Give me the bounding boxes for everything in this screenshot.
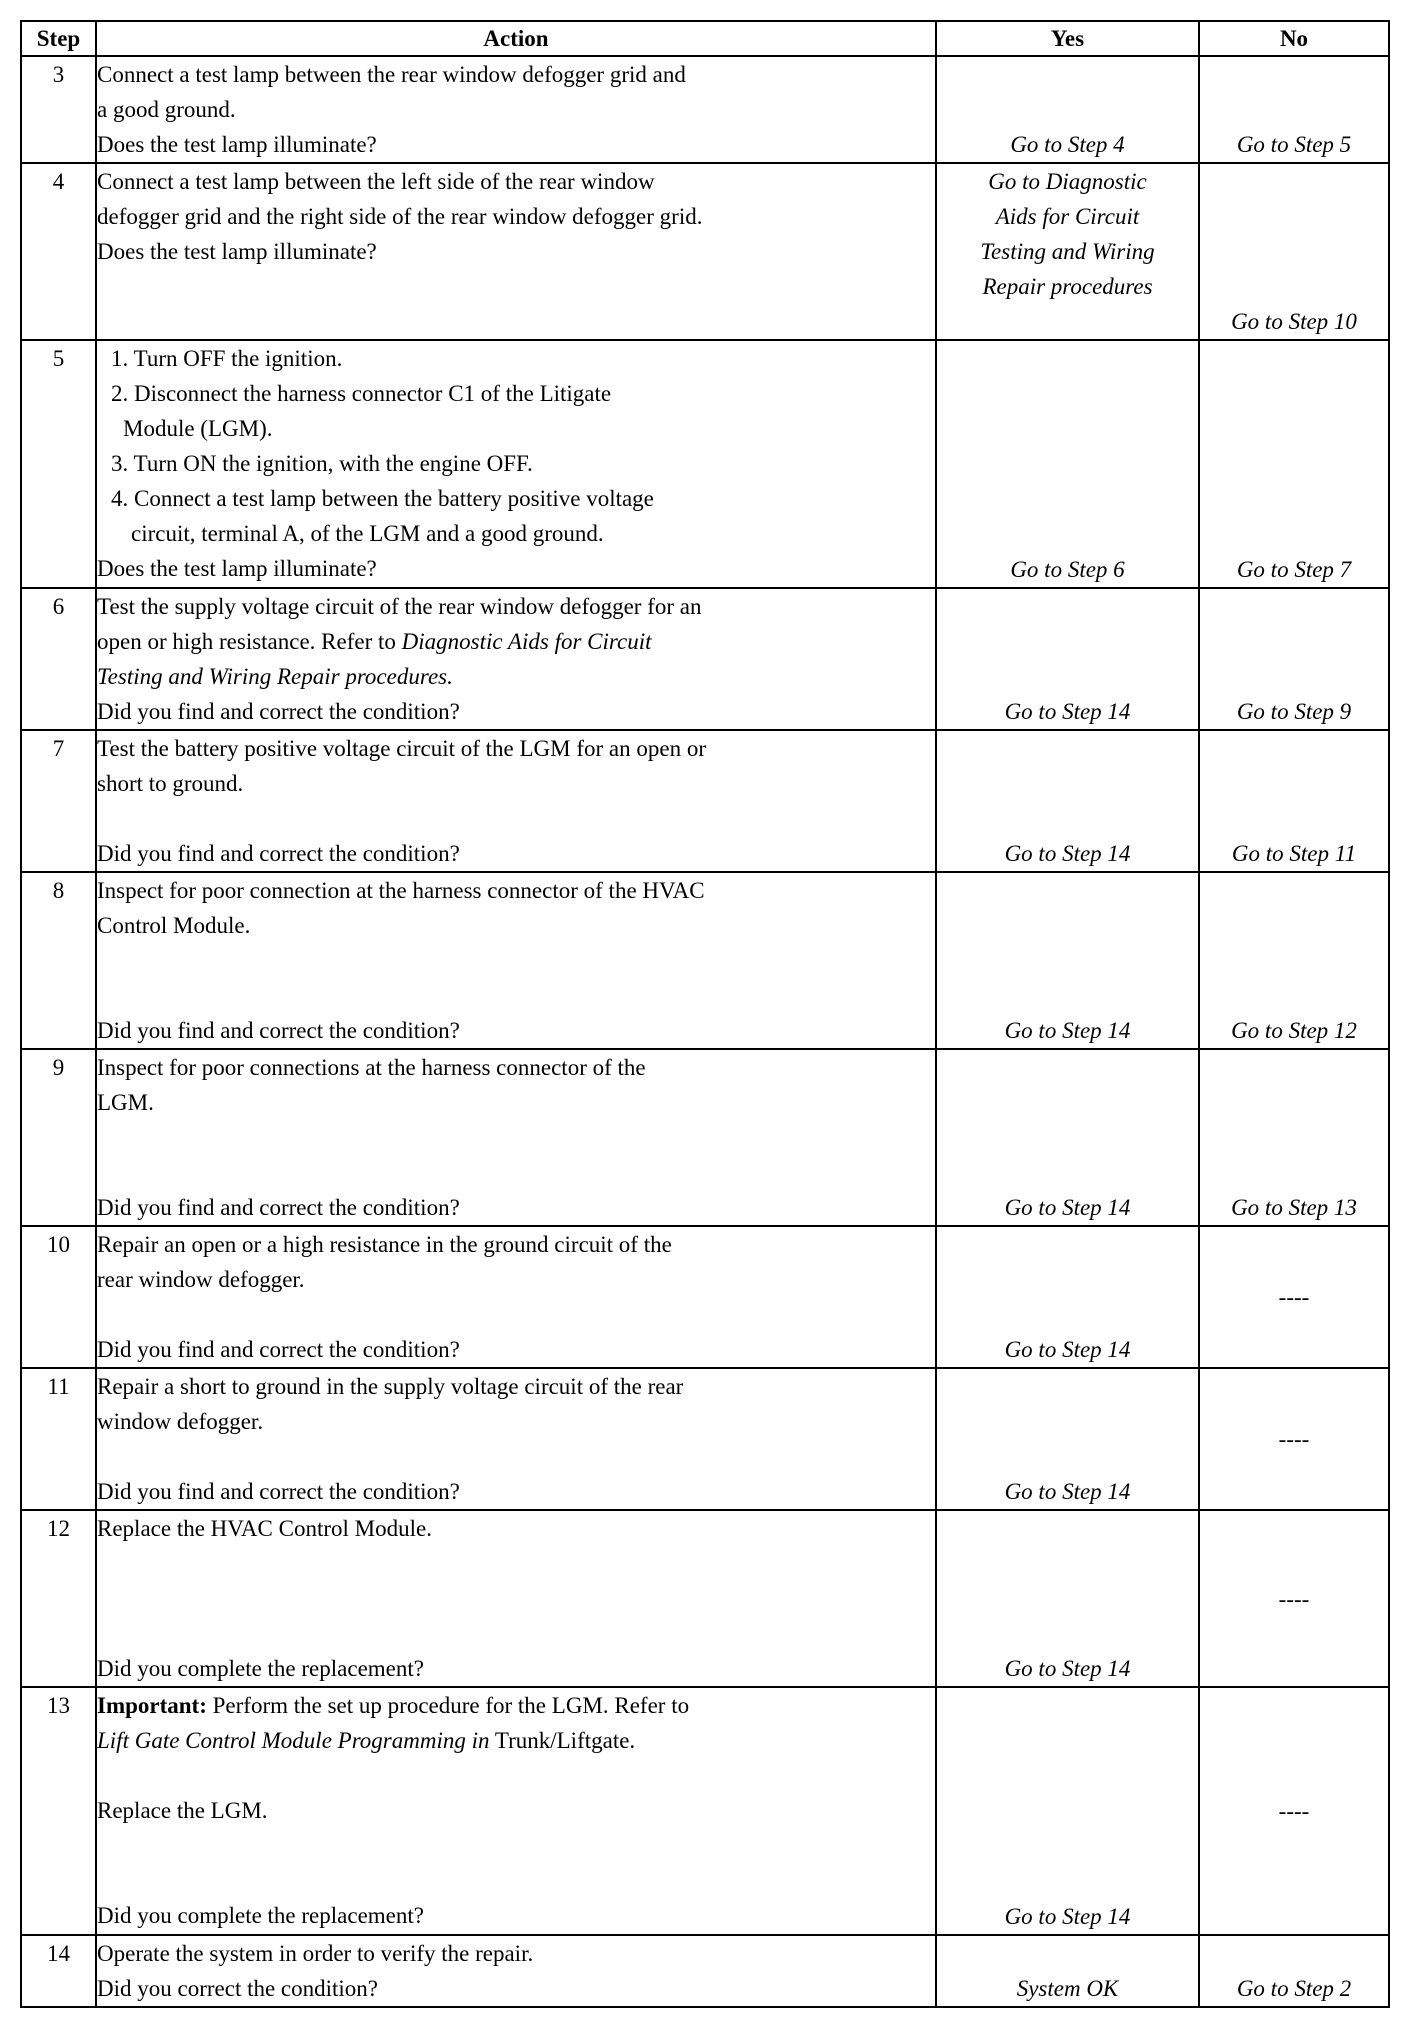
action-text: Connect a test lamp between the rear window defogger grid and xyxy=(97,62,686,87)
no-cell xyxy=(1199,588,1389,730)
yes-cell xyxy=(936,163,1199,340)
header-action: Action xyxy=(96,21,936,56)
action-question: Did you find and correct the condition? xyxy=(97,1337,460,1362)
yes-link: System OK xyxy=(1016,1976,1119,2001)
step-number: 9 xyxy=(21,1049,96,1226)
action-text xyxy=(97,1723,935,1758)
action-text: Test the supply voltage circuit of the rear window defogger for an xyxy=(97,594,702,619)
action-cell xyxy=(96,56,936,163)
action-cell xyxy=(96,1226,936,1368)
no-dash: ---- xyxy=(1278,1426,1310,1452)
action-text: Inspect for poor connection at the harness connector of the HVAC xyxy=(97,878,705,903)
step-number: 10 xyxy=(21,1226,96,1368)
no-cell xyxy=(1199,730,1389,872)
no-cell xyxy=(1199,1049,1389,1226)
yes-link: Go to Step 14 xyxy=(1004,841,1131,866)
table-row xyxy=(21,1049,1389,1226)
yes-link: Go to Step 14 xyxy=(1004,1195,1131,1220)
no-dash: ---- xyxy=(1278,1798,1310,1824)
action-question: Did you complete the replacement? xyxy=(97,1903,424,1928)
no-dash: ---- xyxy=(1278,1586,1310,1611)
action-text: defogger grid and the right side of the rear window defogger grid. xyxy=(97,204,703,229)
no-link: Go to Step 9 xyxy=(1236,699,1352,724)
header-yes: Yes xyxy=(936,21,1199,56)
action-question: Did you find and correct the condition? xyxy=(97,1479,460,1504)
action-cell xyxy=(96,730,936,872)
step-number: 5 xyxy=(21,340,96,588)
action-text-part: open or high resistance. Refer to xyxy=(97,629,402,654)
no-cell xyxy=(1199,340,1389,588)
action-question: Does the test lamp illuminate? xyxy=(97,132,377,157)
procedure-step: 4. Connect a test lamp between the battery positive voltage xyxy=(111,486,654,511)
yes-cell xyxy=(936,1049,1199,1226)
step-number: 13 xyxy=(21,1687,96,1935)
action-text: a good ground. xyxy=(97,97,236,122)
procedure-step: Module (LGM). xyxy=(123,416,273,441)
no-link: Go to Step 7 xyxy=(1236,557,1352,582)
action-question: Did you find and correct the condition? xyxy=(97,841,460,866)
action-question: Did you complete the replacement? xyxy=(97,1656,424,1681)
no-cell xyxy=(1199,1226,1389,1368)
table-row xyxy=(21,588,1389,730)
yes-cell xyxy=(936,1368,1199,1510)
yes-link: Go to Step 14 xyxy=(1004,1904,1131,1929)
action-cell xyxy=(96,588,936,730)
action-text: window defogger. xyxy=(97,1409,264,1434)
table-row xyxy=(21,1368,1389,1510)
yes-cell xyxy=(936,1935,1199,2007)
step-number: 6 xyxy=(21,588,96,730)
action-text: Replace the HVAC Control Module. xyxy=(97,1516,432,1541)
table-row xyxy=(21,56,1389,163)
action-cell xyxy=(96,1510,936,1687)
no-link: Go to Step 2 xyxy=(1236,1976,1352,2001)
action-text: Connect a test lamp between the left side of the rear window xyxy=(97,169,655,194)
diagnostic-table-sheet xyxy=(20,20,1388,2008)
action-text: short to ground. xyxy=(97,771,244,796)
action-text: Inspect for poor connections at the harness connector of the xyxy=(97,1055,646,1080)
action-question: Does the test lamp illuminate? xyxy=(97,239,377,264)
yes-link: Go to Step 4 xyxy=(1010,132,1125,157)
action-text-part: Perform the set up procedure for the LGM. Refer to xyxy=(206,1693,690,1718)
header-row xyxy=(21,21,1389,56)
procedure-step: 1. Turn OFF the ignition. xyxy=(111,346,343,371)
action-text xyxy=(97,1688,935,1723)
no-link: Go to Step 5 xyxy=(1236,132,1352,157)
step-number: 8 xyxy=(21,872,96,1049)
no-cell xyxy=(1199,56,1389,163)
step-number: 12 xyxy=(21,1510,96,1687)
action-question: Did you find and correct the condition? xyxy=(97,1195,460,1220)
action-question: Does the test lamp illuminate? xyxy=(97,556,377,581)
procedure-step: 2. Disconnect the harness connector C1 of the Litigate xyxy=(111,381,612,406)
yes-cell xyxy=(936,730,1199,872)
no-cell xyxy=(1199,1687,1389,1935)
step-number: 11 xyxy=(21,1368,96,1510)
yes-link: Go to Step 14 xyxy=(1004,1479,1131,1504)
action-cell xyxy=(96,1368,936,1510)
action-question: Did you find and correct the condition? xyxy=(97,1018,460,1043)
no-link: Go to Step 12 xyxy=(1231,1018,1357,1043)
action-cell xyxy=(96,1935,936,2007)
yes-cell xyxy=(936,1510,1199,1687)
action-text: Control Module. xyxy=(97,913,251,938)
yes-cell xyxy=(936,1226,1199,1368)
no-link: Go to Step 10 xyxy=(1231,309,1357,334)
yes-cell xyxy=(936,56,1199,163)
action-cell xyxy=(96,1049,936,1226)
action-text: Repair a short to ground in the supply voltage circuit of the rear xyxy=(97,1374,684,1399)
action-cell xyxy=(96,872,936,1049)
action-text: Repair an open or a high resistance in the ground circuit of the xyxy=(97,1232,672,1257)
yes-cell xyxy=(936,588,1199,730)
diagnostic-table xyxy=(20,20,1390,2008)
no-cell xyxy=(1199,163,1389,340)
procedure-step: circuit, terminal A, of the LGM and a good ground. xyxy=(131,521,604,546)
yes-link: Go to Step 6 xyxy=(1010,557,1125,582)
yes-link: Go to Step 14 xyxy=(1004,699,1131,724)
table-row xyxy=(21,1510,1389,1687)
yes-cell xyxy=(936,872,1199,1049)
reference-link: Testing and Wiring Repair procedures. xyxy=(97,664,453,689)
no-link: Go to Step 11 xyxy=(1231,841,1357,866)
yes-link: Go to Diagnostic xyxy=(988,169,1147,194)
table-row xyxy=(21,1687,1389,1935)
no-link: Go to Step 13 xyxy=(1231,1195,1357,1220)
table-row xyxy=(21,730,1389,872)
procedure-step: 3. Turn ON the ignition, with the engine OFF. xyxy=(111,451,533,476)
table-row xyxy=(21,1935,1389,2007)
action-cell xyxy=(96,340,936,588)
action-question: Did you correct the condition? xyxy=(97,1976,379,2001)
no-cell xyxy=(1199,1368,1389,1510)
yes-link: Aids for Circuit xyxy=(995,204,1140,229)
action-text: Operate the system in order to verify the repair. xyxy=(97,1941,534,1966)
step-number: 3 xyxy=(21,56,96,163)
step-number: 7 xyxy=(21,730,96,872)
action-text: LGM. xyxy=(97,1090,154,1115)
step-number: 4 xyxy=(21,163,96,340)
table-row xyxy=(21,163,1389,340)
no-dash: ---- xyxy=(1278,1284,1310,1310)
yes-link: Go to Step 14 xyxy=(1004,1656,1131,1681)
action-cell xyxy=(96,163,936,340)
action-text: Replace the LGM. xyxy=(97,1798,268,1823)
no-cell xyxy=(1199,872,1389,1049)
yes-link: Testing and Wiring xyxy=(980,239,1155,264)
table-row xyxy=(21,872,1389,1049)
yes-link: Repair procedures xyxy=(982,274,1153,299)
action-question: Did you find and correct the condition? xyxy=(97,699,460,724)
yes-cell xyxy=(936,340,1199,588)
action-text: Test the battery positive voltage circuit of the LGM for an open or xyxy=(97,736,706,761)
header-no: No xyxy=(1199,21,1389,56)
no-cell xyxy=(1199,1935,1389,2007)
action-text-part: Trunk/Liftgate. xyxy=(489,1728,636,1753)
yes-link: Go to Step 14 xyxy=(1004,1337,1131,1362)
step-number: 14 xyxy=(21,1935,96,2007)
action-text: rear window defogger. xyxy=(97,1267,305,1292)
yes-cell xyxy=(936,1687,1199,1935)
important-label: Important: xyxy=(97,1693,207,1718)
yes-link: Go to Step 14 xyxy=(1004,1018,1131,1043)
header-step: Step xyxy=(21,21,96,56)
action-cell xyxy=(96,1687,936,1935)
no-cell xyxy=(1199,1510,1389,1687)
table-row xyxy=(21,1226,1389,1368)
action-text xyxy=(97,624,935,659)
table-row xyxy=(21,340,1389,588)
reference-link: Diagnostic Aids for Circuit xyxy=(401,629,652,654)
reference-link: Lift Gate Control Module Programming in xyxy=(97,1728,490,1753)
